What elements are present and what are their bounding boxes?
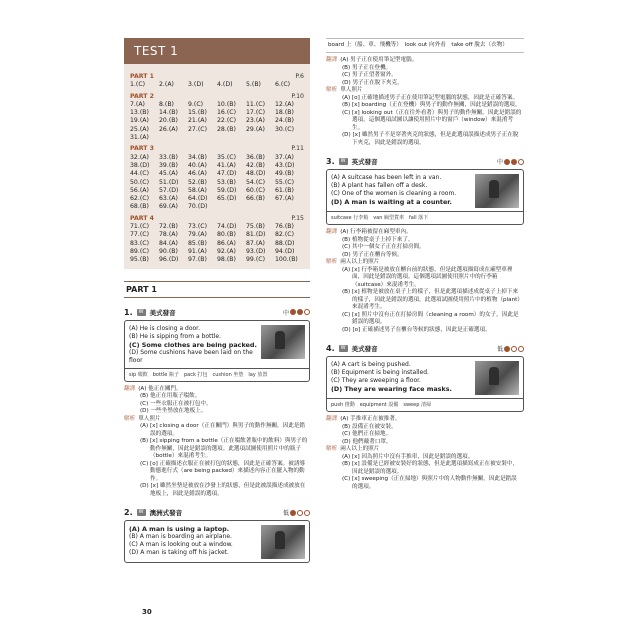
answer-item: 59.(D) [217, 186, 237, 194]
vocab-line: push 推動 equipment 設備 sweep 清掃 [327, 398, 523, 411]
answer-part-page: P.6 [295, 73, 304, 80]
answer-item: 17.(C) [246, 109, 265, 117]
analysis-head [326, 446, 524, 454]
difficulty-indicator [283, 508, 310, 517]
analysis-type: 單人照片 [138, 415, 161, 422]
difficulty-indicator [497, 157, 524, 166]
translation-line: (B) 設備正在被安裝。 [342, 423, 397, 430]
answer-item: 88.(D) [275, 239, 295, 247]
answer-item: 100.(B) [275, 256, 298, 264]
answer-key-box [124, 64, 310, 269]
answer-item: 16.(C) [217, 109, 236, 117]
question-box [326, 356, 524, 412]
translation-label: 翻譯 [124, 385, 136, 392]
option-c: (C) One of the women is cleaning a room. [331, 190, 457, 197]
part1-heading: PART 1 [124, 281, 310, 298]
answer-part-label: PART 1 [130, 73, 154, 80]
accent-title: 美式發音 [149, 308, 176, 317]
answer-part-heading [130, 73, 304, 81]
answer-item: 64.(D) [188, 195, 208, 203]
translation-line: (C) 其中一個女子正在打掃房間。 [342, 244, 425, 250]
accent-title: 澳洲式發音 [149, 509, 183, 518]
options-list [331, 361, 471, 395]
answer-item: 34.(B) [188, 153, 207, 161]
top-vocab-note: board 上（船、車、飛機等） look out 向外看 take off 脫去（衣物） [326, 38, 524, 53]
explanation [124, 386, 310, 499]
answer-item: 9.(C) [188, 100, 204, 108]
analysis-label: 解析 [124, 415, 136, 422]
answer-item: 14.(B) [159, 109, 178, 117]
difficulty-dot-icon [518, 346, 524, 352]
answer-item: 6.(C) [275, 81, 291, 89]
left-column [124, 38, 310, 563]
answer-item: 75.(B) [246, 223, 265, 231]
answer-item: 76.(B) [275, 223, 294, 231]
analysis-head [124, 416, 310, 424]
difficulty-dot-icon [290, 309, 296, 315]
analysis-line: (D) [x] 雖然男子不是穿著夾克的狀態，但是此選項誤描述成男子正在脫下夾克，因此是錯誤的選項。 [342, 132, 519, 146]
answer-item: 18.(B) [275, 109, 294, 117]
option-c: (C) They are sweeping a floor. [331, 377, 421, 384]
answer-item: 19.(A) [130, 117, 149, 125]
answer-part-page: P.10 [291, 92, 304, 100]
answer-item: 32.(A) [130, 153, 149, 161]
answer-item: 36.(B) [246, 153, 265, 161]
answer-item: 61.(B) [275, 186, 294, 194]
answer-item: 97.(B) [188, 256, 207, 264]
question-header [326, 344, 524, 353]
options-list [129, 325, 257, 365]
question-1 [124, 308, 310, 499]
question-box-content [125, 521, 309, 562]
answer-item: 66.(B) [246, 195, 265, 203]
question-number: 4. [326, 344, 335, 353]
difficulty-indicator [283, 308, 310, 317]
answer-item: 21.(A) [188, 117, 207, 125]
options-list [129, 525, 257, 559]
analysis-line: (C) [x] looking out（正在往外看著）與男子的動作無關。因此是錯誤的選項。這個選項試圖以讓使用照片中的窗戶（window）來混淆考生。 [342, 109, 522, 131]
answer-item: 43.(D) [275, 161, 295, 169]
vocab-line: suitcase 行李箱 van 廂型貨車 fall 落下 [327, 211, 523, 224]
answer-part-label: PART 2 [130, 92, 154, 100]
answer-item: 25.(A) [130, 125, 149, 133]
accent-tag: W [138, 308, 144, 315]
answer-item: 38.(D) [130, 161, 150, 169]
accent-tag: W [138, 509, 144, 516]
translation-line: (A) 男子正在使用筆記型電腦。 [340, 57, 418, 63]
answer-item: 81.(D) [246, 231, 266, 239]
answer-part-page: P.11 [291, 145, 304, 153]
answer-item: 39.(B) [159, 161, 178, 169]
option-b: (B) A plant has fallen off a desk. [331, 182, 428, 189]
answer-item: 65.(D) [217, 195, 237, 203]
answer-item: 50.(C) [130, 178, 149, 186]
answer-item: 2.(A) [159, 81, 174, 89]
analysis-label: 解析 [326, 87, 338, 93]
answer-item: 62.(C) [130, 195, 149, 203]
answer-grid [130, 154, 304, 212]
option-a: (A) He is closing a door. [129, 324, 201, 332]
question-photo [475, 361, 519, 395]
question-header [124, 308, 310, 317]
answer-item: 90.(B) [159, 247, 178, 255]
answer-item: 80.(B) [217, 231, 236, 239]
option-d: (D) A man is waiting at a counter. [331, 198, 452, 206]
answer-part-heading [130, 93, 304, 101]
translation-line: (D) 男子正在櫃台等候。 [342, 251, 403, 258]
answer-item: 54.(C) [246, 178, 265, 186]
question-2-explanation [326, 57, 524, 147]
option-a: (A) A suitcase has been left in a van. [331, 174, 442, 181]
question-box-content [327, 170, 523, 211]
question-box [326, 169, 524, 225]
answer-item: 5.(B) [246, 81, 261, 89]
analysis-line: (B) [x] 植物是被放在桌子上的樣子，但是此選項描述成從桌子上掉下來的樣子，因此是錯誤的選項。此選項試圖使用照片中的植物（plant）來混淆考生。 [342, 289, 521, 310]
question-photo [261, 325, 305, 359]
answer-item: 40.(A) [188, 161, 207, 169]
page-number: 30 [142, 608, 152, 616]
answer-item: 89.(C) [130, 247, 149, 255]
options-list [331, 174, 471, 208]
answer-item: 10.(B) [217, 100, 236, 108]
question-number: 1. [124, 307, 133, 317]
answer-item: 74.(D) [217, 223, 237, 231]
answer-item: 12.(A) [275, 100, 294, 108]
answer-item: 29.(A) [246, 125, 265, 133]
accent-title: 英式發音 [351, 158, 378, 166]
question-box-content [327, 357, 523, 398]
difficulty-label: 中 [496, 159, 503, 166]
accent-tag: W [340, 345, 346, 351]
answer-item: 69.(A) [159, 203, 178, 211]
answer-item: 1.(C) [130, 81, 146, 89]
answer-item: 48.(D) [246, 170, 266, 178]
answer-grid [130, 101, 304, 142]
vocab-line: sip 啜飲 bottle 瓶子 pack 打包 cushion 坐墊 lay 放置 [125, 368, 309, 381]
book-page [112, 30, 530, 630]
option-d: (D) Some cushions have been laid on the floor [129, 348, 253, 364]
question-number: 3. [326, 157, 335, 166]
answer-item: 42.(B) [246, 161, 265, 169]
question-header [326, 157, 524, 166]
answer-item: 37.(A) [275, 153, 294, 161]
answer-item: 92.(A) [217, 247, 236, 255]
translation-line: (C) 他們正在掃地。 [342, 431, 392, 437]
analysis-line: (B) [x] sipping from a bottle（正在啜飲著瓶中的飲料）與男子的動作無關，因此是錯誤的選項。此選項試圖使用照片中的瓶子（bottle）來混淆考生。 [140, 438, 308, 460]
difficulty-label: 低 [496, 346, 503, 353]
answer-item: 73.(C) [188, 223, 207, 231]
answer-item: 95.(B) [130, 256, 149, 264]
answer-item: 8.(B) [159, 100, 174, 108]
option-c: (C) Some clothes are being packed. [129, 340, 257, 349]
answer-item: 86.(A) [217, 239, 236, 247]
option-c: (C) A man is looking out a window. [129, 541, 233, 549]
answer-item: 45.(A) [159, 170, 178, 178]
answer-item: 57.(D) [159, 186, 179, 194]
answer-item: 23.(A) [246, 117, 265, 125]
analysis-type: 單人照片 [340, 87, 363, 93]
answer-part-label: PART 3 [130, 145, 154, 153]
difficulty-dot-icon [304, 309, 310, 315]
answer-part-heading [130, 145, 304, 153]
answer-item: 68.(B) [130, 203, 149, 211]
explanation [326, 416, 524, 491]
translation-line: (A) 手推車正在被推著。 [340, 416, 401, 422]
answer-item: 24.(B) [275, 117, 294, 125]
question-number: 2. [124, 508, 133, 518]
answer-part-label: PART 4 [130, 214, 154, 222]
answer-item: 84.(A) [159, 239, 178, 247]
translation-label: 翻譯 [326, 229, 338, 235]
translation-line: (D) 他們戴著口罩。 [342, 438, 392, 445]
option-a: (A) A man is using a laptop. [129, 525, 230, 534]
translation-line: (A) 他正在關門。 [138, 385, 182, 392]
answer-item: 78.(A) [159, 231, 178, 239]
difficulty-label: 中 [282, 309, 289, 317]
question-photo [475, 174, 519, 208]
analysis-line: (D) [x] 雖然坐墊是被放在沙發上的狀態，但是此被誤描述成被放在地板上，因此是錯誤的選項。 [140, 483, 306, 497]
answer-item: 93.(D) [246, 247, 266, 255]
answer-item: 3.(D) [188, 81, 204, 89]
question-header [124, 508, 310, 517]
answer-item: 85.(B) [188, 239, 207, 247]
answer-item: 63.(A) [159, 195, 178, 203]
difficulty-indicator [497, 344, 524, 353]
difficulty-dot-icon [304, 510, 310, 516]
answer-item: 87.(A) [246, 239, 265, 247]
translation-first [326, 416, 524, 424]
analysis-line: (A) [x] 行李箱是被放在櫃台前的狀態，但是此選項描寫成在廂型車裡面，因此是錯誤的選項。這個選項試圖使用照片中的行李箱（suitcase）來混淆考生。 [342, 266, 513, 288]
answer-item: 96.(D) [159, 256, 179, 264]
translation-line: (B) 他正在用瓶子啜飲。 [140, 393, 201, 400]
difficulty-label: 低 [282, 510, 289, 518]
answer-item: 20.(B) [159, 117, 178, 125]
answer-item: 22.(C) [217, 117, 236, 125]
answer-item: 55.(C) [275, 178, 294, 186]
answer-item: 44.(C) [130, 170, 149, 178]
translation-first [326, 57, 524, 65]
analysis-line: (B) [x] 設備是已經被安裝好的狀態，但是此選項描寫成正在被安裝中，因此是錯誤的選項。 [342, 461, 519, 475]
analysis-line: (B) [x] boarding（正在登機）與男子的動作無關，因此是錯誤的選項。 [342, 102, 521, 108]
answer-item: 7.(A) [130, 100, 145, 108]
answer-item: 47.(D) [217, 170, 237, 178]
difficulty-dot-icon [511, 159, 517, 165]
question-box [124, 320, 310, 382]
translation-line: (B) 男子正在登機。 [342, 64, 392, 71]
answer-item: 27.(C) [188, 125, 207, 133]
analysis-line: (C) [o] 正確描述衣服正在被打包的狀態，因此是正確答案。被誘導動態進行式（are being packed）來描述內容正在擺入物的動作。 [140, 460, 306, 482]
option-d: (D) They are wearing face masks. [331, 385, 452, 393]
translation-label: 翻譯 [326, 57, 338, 63]
answer-item: 52.(B) [188, 178, 207, 186]
analysis-type: 兩人以上的照片 [340, 446, 380, 452]
translation-line: (B) 植物從桌子上掉下來了。 [342, 236, 414, 243]
analysis-line: (C) [x] sweeping（正在掃地）與照片中的人物動作無關，因此是錯誤的選項。 [342, 476, 517, 490]
answer-item: 83.(C) [130, 239, 149, 247]
analysis-head [326, 87, 524, 95]
answer-item: 41.(A) [217, 161, 236, 169]
option-b: (B) A man is boarding an airplane. [129, 533, 232, 541]
option-b: (B) Equipment is being installed. [331, 369, 429, 376]
answer-item: 70.(D) [188, 203, 208, 211]
option-d: (D) A man is taking off his jacket. [129, 549, 229, 557]
answer-item: 94.(D) [275, 247, 295, 255]
question-3 [326, 157, 524, 334]
analysis-head [326, 259, 524, 267]
translation-first [124, 386, 310, 394]
answer-item: 4.(D) [217, 81, 233, 89]
answer-item: 13.(B) [130, 109, 149, 117]
answer-grid [130, 81, 304, 89]
question-box-content [125, 321, 309, 368]
analysis-line: (C) [x] 照片中沒有正在打掃房間（cleaning a room）的女子，因此是錯誤的選項。 [342, 311, 519, 325]
analysis-line: (A) [x] 因為照片中沒有手推車，因此是錯誤的選項。 [342, 453, 474, 460]
option-a: (A) A cart is being pushed. [331, 361, 411, 368]
analysis-type: 兩人以上的照片 [340, 259, 380, 265]
analysis-label: 解析 [326, 259, 338, 265]
answer-item: 98.(B) [217, 256, 236, 264]
accent-title: 美式發音 [351, 345, 378, 353]
answer-item: 46.(A) [188, 170, 207, 178]
answer-item: 33.(B) [159, 153, 178, 161]
answer-item: 99.(C) [246, 256, 265, 264]
answer-item: 49.(B) [275, 170, 294, 178]
translation-line: (C) 男子正望著窗外。 [342, 72, 397, 78]
difficulty-dot-icon [297, 510, 303, 516]
answer-item: 71.(C) [130, 223, 149, 231]
answer-item: 26.(A) [159, 125, 178, 133]
difficulty-dot-icon [290, 510, 296, 516]
answer-item: 77.(C) [130, 231, 149, 239]
answer-item: 60.(C) [246, 186, 265, 194]
answer-item: 11.(C) [246, 100, 265, 108]
answer-item: 30.(C) [275, 125, 294, 133]
analysis-line: (A) [o] 正確地描述男子正在使用筆記型電腦的狀態，因此是正確答案。 [342, 94, 519, 101]
translation-label: 翻譯 [326, 416, 338, 422]
translation-first [326, 229, 524, 237]
difficulty-dot-icon [518, 159, 524, 165]
question-photo [261, 525, 305, 559]
difficulty-dot-icon [511, 346, 517, 352]
option-b: (B) He is sipping from a bottle. [129, 332, 222, 340]
answer-item: 15.(B) [188, 109, 207, 117]
question-2 [124, 508, 310, 563]
difficulty-dot-icon [504, 159, 510, 165]
difficulty-dot-icon [297, 309, 303, 315]
translation-line: (D) 一些坐墊放在地板上。 [140, 408, 207, 415]
answer-grid [130, 223, 304, 264]
translation-line: (A) 行李箱被留在廂型車內。 [340, 229, 412, 235]
answer-item: 58.(A) [188, 186, 207, 194]
answer-item: 91.(A) [188, 247, 207, 255]
analysis-label: 解析 [326, 446, 338, 452]
answer-item: 72.(B) [159, 223, 178, 231]
analysis-line: (A) [x] closing a door（正在關門）與男子的動作無關，因此是錯誤的選項。 [140, 423, 305, 437]
question-box [124, 520, 310, 563]
answer-item: 82.(C) [275, 231, 294, 239]
answer-item: 31.(A) [130, 134, 149, 142]
test-title: TEST 1 [124, 38, 310, 64]
answer-item: 56.(A) [130, 186, 149, 194]
answer-item: 79.(A) [188, 231, 207, 239]
answer-item: 67.(A) [275, 195, 294, 203]
question-4 [326, 344, 524, 491]
answer-item: 28.(B) [217, 125, 236, 133]
difficulty-dot-icon [504, 346, 510, 352]
analysis-line: (D) [o] 正確描述男子在櫃台等候的狀態，因此是正確選項。 [342, 326, 491, 333]
explanation [326, 229, 524, 334]
translation-line: (C) 一些衣服正在被打包中。 [140, 400, 212, 407]
right-column [326, 38, 524, 491]
answer-item: 35.(C) [217, 153, 236, 161]
accent-tag: W [340, 158, 346, 164]
translation-line: (D) 男子正在脫下夾克。 [342, 79, 403, 86]
answer-part-heading [130, 215, 304, 223]
answer-item: 51.(D) [159, 178, 179, 186]
answer-part-page: P.15 [291, 214, 304, 222]
answer-item: 53.(B) [217, 178, 236, 186]
